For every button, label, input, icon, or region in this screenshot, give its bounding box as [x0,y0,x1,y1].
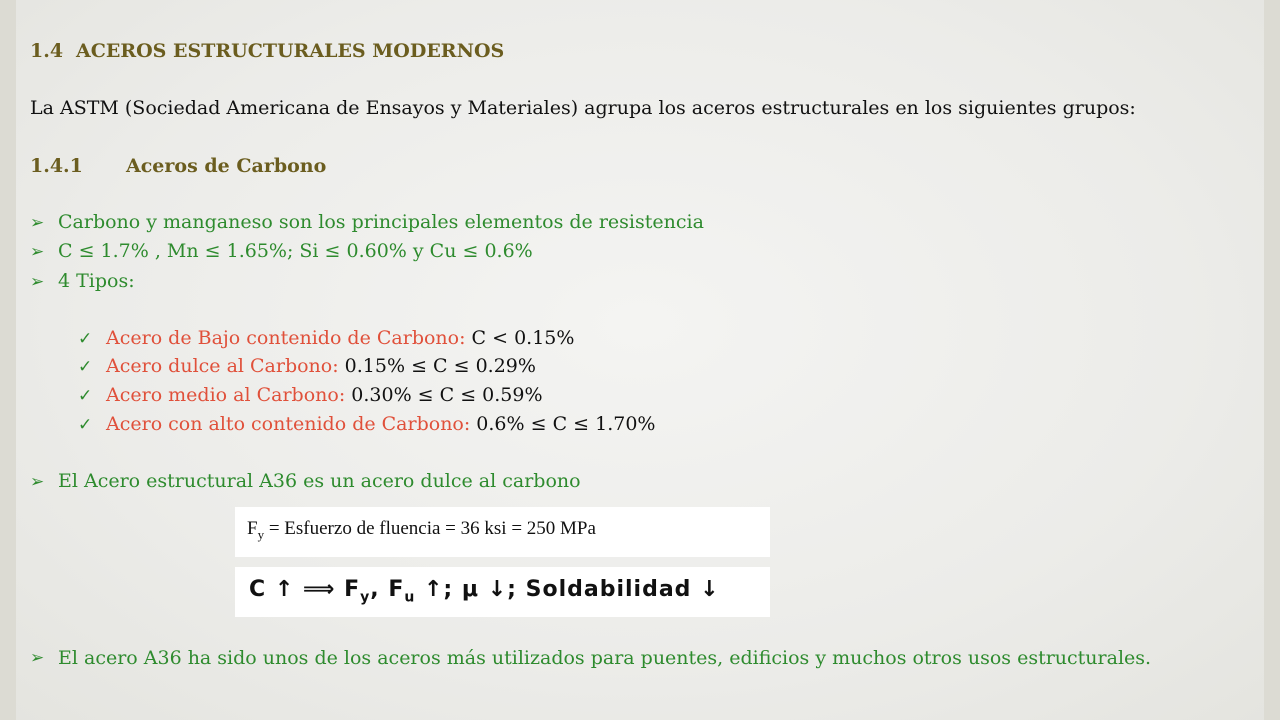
arrow-down-icon: ↓ [487,577,508,602]
type-range: 0.6% ≤ C ≤ 1.70% [470,413,656,435]
closing-paragraph [30,644,1236,672]
implies-icon: ⟹ [294,577,345,602]
type-label: Acero de Bajo contenido de Carbono: [106,327,466,349]
type-label: Acero dulce al Carbono: [106,355,339,377]
arrow-bullet-icon: ➢ [30,242,45,262]
type-label: Acero con alto contenido de Carbono: [106,413,471,435]
bullet-item: ➢ 4 Tipos: [30,270,135,292]
checkmark-icon: ✓ [78,357,93,377]
right-frame-border [1264,0,1280,720]
section-title: ACEROS ESTRUCTURALES MODERNOS [76,40,505,62]
arrow-bullet-icon: ➢ [30,272,45,292]
type-range: 0.30% ≤ C ≤ 0.59% [345,384,543,406]
subsection-heading [30,155,326,177]
type-range: 0.15% ≤ C ≤ 0.29% [338,355,536,377]
slide-page [30,0,1250,720]
paragraph-text: El acero A36 ha sido unos de los aceros más utilizados para puentes, edificios y muchos otros usos estructurales. [58,647,1152,669]
bullet-item: ➢ Carbono y manganeso son los principales elementos de resistencia [30,211,704,233]
checkmark-icon: ✓ [78,415,93,435]
formula-carbon-effect: C ↑ ⟹ $F_y$, $F_u$ ↑; μ ↓; Soldabilidad ↓ [235,567,770,617]
left-frame-border [0,0,16,720]
bullet-item-a36: ➢ El Acero estructural A36 es un acero dulce al carbono [30,470,581,492]
type-item [78,327,574,349]
type-item [78,355,536,377]
arrow-down-icon: ↓ [700,577,720,602]
type-item [78,413,655,435]
arrow-up-icon: ↑ [415,577,444,602]
arrow-bullet-icon: ➢ [30,213,45,233]
subsection-number: 1.4.1 [30,155,83,177]
type-label: Acero medio al Carbono: [106,384,346,406]
type-range: C < 0.15% [465,327,575,349]
subsection-title: Aceros de Carbono [126,155,327,177]
type-item [78,384,543,406]
arrow-up-icon: ↑ [274,577,295,602]
section-number: 1.4 [30,40,64,62]
arrow-bullet-icon: ➢ [30,648,45,668]
section-heading [30,40,504,62]
bullet-item: ➢ C ≤ 1.7% , Mn ≤ 1.65%; Si ≤ 0.60% y Cu ≤ 0.6% [30,240,533,262]
checkmark-icon: ✓ [78,329,93,349]
formula-yield-stress: $F_y$ = Esfuerzo de fluencia = 36 ksi = 250 MPa [235,507,770,557]
intro-text: La ASTM (Sociedad Americana de Ensayos y Materiales) agrupa los aceros estructurales en los siguientes grupos: [30,97,1136,119]
arrow-bullet-icon: ➢ [30,472,45,492]
checkmark-icon: ✓ [78,386,93,406]
